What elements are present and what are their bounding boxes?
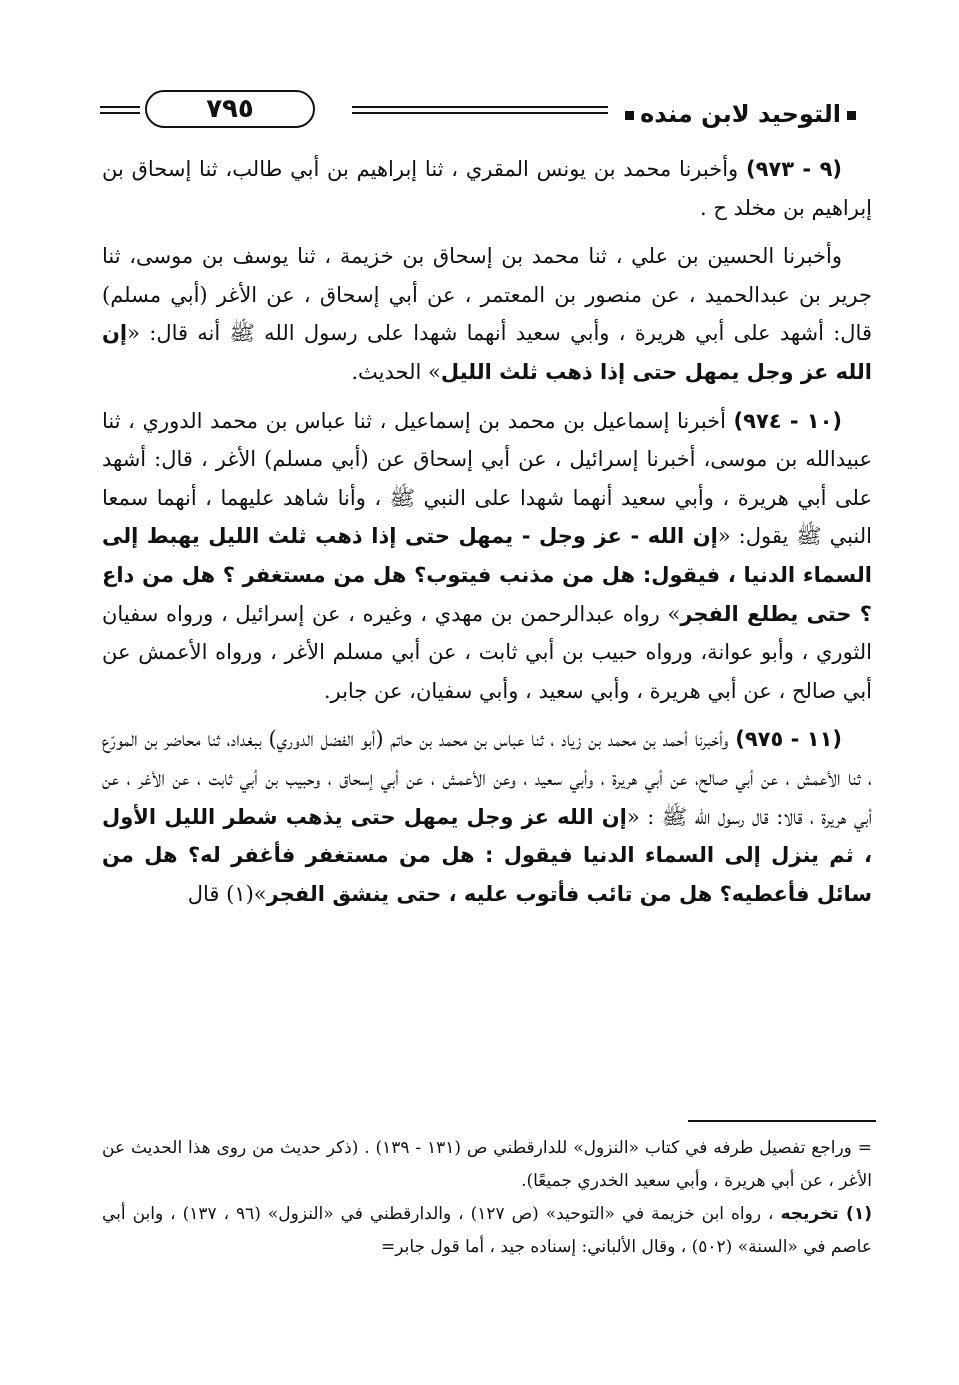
page-header bbox=[100, 88, 870, 144]
paragraph-text-after: » الحديث. bbox=[351, 359, 441, 384]
footnote bbox=[102, 1198, 872, 1264]
paragraph bbox=[102, 402, 872, 711]
footnotes bbox=[102, 1132, 872, 1264]
hadith-number: (١٠ - ٩٧٤) bbox=[733, 408, 842, 433]
hadith-number: (٩ - ٩٧٣) bbox=[745, 157, 842, 181]
paragraph-text: وأخبرنا محمد بن يونس المقري ، ثنا إبراهيم بن أبي طالب، ثنا إسحاق بن إبراهيم بن مخلد ح . bbox=[102, 157, 872, 220]
paragraph-text: أخبرنا إسماعيل بن محمد بن إسماعيل ، ثنا عباس بن محمد الدوري ، ثنا عبيدالله بن موسى، أخبرنا إسرائيل ، عن أبي إسحاق عن (أبي مسلم) الأغر ، قال: أشهد على أبي هريرة ، وأبي سعيد أنهما شهدا على النبي ﷺ ، وأنا شاهد عليهما ، أنهما سمعا النبي ﷺ يقول: « bbox=[102, 408, 872, 549]
hadith-quote: إن الله عز وجل يمهل حتى إذا ذهب ثلث الليل bbox=[102, 321, 872, 384]
footnote-text: ، رواه ابن خزيمة في «التوحيد» (ص ١٢٧) ، والدارقطني في «النزول» (٩٦ ، ١٣٧) ، وابن أبي عاصم في «السنة» (٥٠٢) ، وقال الألباني: إسناده جيد ، أما قول جابر= bbox=[102, 1204, 872, 1257]
book-title-text: التوحيد لابن منده bbox=[640, 100, 841, 128]
main-text bbox=[102, 150, 872, 923]
paragraph-text: وأخبرنا أحمد بن محمد بن زياد ، ثنا عباس بن محمد بن حاتم (أبو الفضل الدوري) ببغداد، ثنا محاضر بن المورّع ، ثنا الأعمش ، عن أبي صالح، عن أبي هريرة ، وأبي سعيد ، وعن الأعمش ، عن أبي إسحاق ، وحبيب بن أبي ثابت ، عن الأغر ، عن أبي هريرة ، قالا: قال رسول الله ﷺ : « bbox=[102, 727, 872, 829]
paragraph bbox=[102, 237, 872, 391]
footnote-label: (١) تخريجه bbox=[780, 1204, 873, 1224]
footnote bbox=[102, 1132, 872, 1198]
paragraph-text: وأخبرنا الحسين بن علي ، ثنا محمد بن إسحاق بن خزيمة ، ثنا يوسف بن موسى، ثنا جرير بن عبدالحميد ، عن منصور بن المعتمر ، عن أبي إسحاق ، عن الأغر (أبي مسلم) قال: أشهد على أبي هريرة ، وأبي سعيد أنهما شهدا على رسول الله ﷺ أنه قال: « bbox=[102, 244, 872, 346]
footnote-text: = وراجع تفصيل طرفه في كتاب «النزول» للدارقطني ص (١٣١ - ١٣٩) . (ذكر حديث من روى هذا الحديث عن الأغر ، عن أبي هريرة ، وأبي سعيد الخدري جميعًا). bbox=[102, 1138, 872, 1191]
hadith-number: (١١ - ٩٧٥) bbox=[735, 727, 843, 752]
paragraph-text-after: » رواه عبدالرحمن بن مهدي ، وغيره ، عن إسرائيل ، ورواه سفيان الثوري ، وأبو عوانة، ورواه حبيب بن أبي ثابت ، عن أبي مسلم الأغر ، ورواه الأعمش عن أبي صالح ، عن أبي هريرة ، وأبي سعيد ، وأبي سفيان، عن جابر. bbox=[102, 601, 872, 703]
square-ornament-icon bbox=[847, 111, 856, 120]
paragraph bbox=[102, 150, 872, 227]
hadith-quote: إن الله - عز وجل - يمهل حتى إذا ذهب ثلث الليل يهبط إلى السماء الدنيا ، فيقول: هل من مذنب فيتوب؟ هل من مستغفر ؟ هل من داع ؟ حتى يطلع الفجر bbox=[102, 524, 872, 626]
paragraph-text-after: »(١) قال bbox=[187, 881, 267, 906]
footnote-divider bbox=[688, 1120, 876, 1122]
page-number: ٧٩٥ bbox=[145, 90, 315, 128]
paragraph bbox=[102, 720, 872, 913]
header-rule bbox=[100, 106, 140, 114]
square-ornament-icon bbox=[625, 111, 634, 120]
book-title bbox=[619, 100, 862, 128]
hadith-quote: إن الله عز وجل يمهل حتى يذهب شطر الليل الأول ، ثم ينزل إلى السماء الدنيا فيقول : هل من مستغفر فأغفر له؟ هل من سائل فأعطيه؟ هل من تائب فأتوب عليه ، حتى ينشق الفجر bbox=[102, 804, 872, 906]
header-rule bbox=[352, 106, 608, 114]
